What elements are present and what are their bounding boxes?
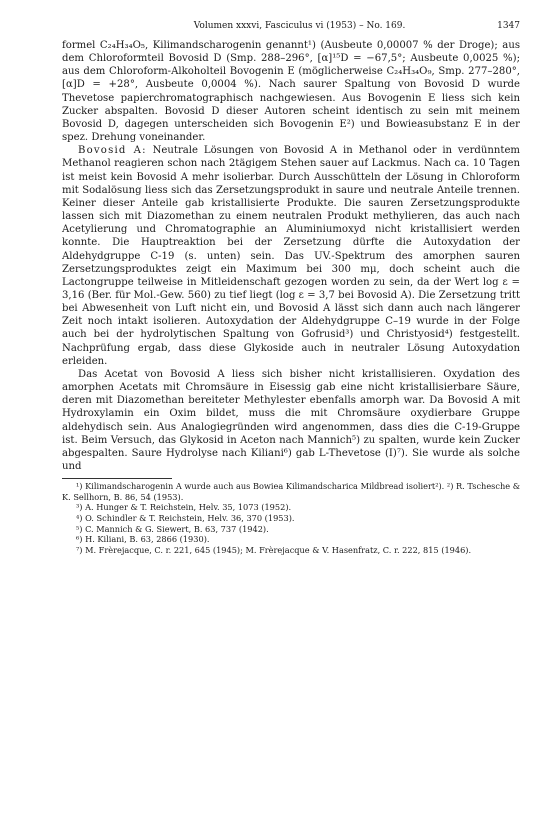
footnote-7: ⁷) M. Frèrejacque, C. r. 221, 645 (1945); M. Frèrejacque & V. Hasenfratz, C. r. 222, 815 (1946). [76, 544, 472, 555]
journal-title: Volumen xxxvi, Fasciculus vi (1953) – No. 169. [193, 21, 406, 31]
footnote-3: ³) A. Hunger & T. Reichstein, Helv. 35, 1073 (1952). [76, 502, 292, 513]
footnote-rule [62, 478, 172, 479]
footnote-1: ¹) Kilimandscharogenin A wurde auch aus Bowiea Kilimandscharica Mildbread isoliert²). ²) R. Tschesche & K. Sellhorn, B. 86, 54 (1953). [62, 481, 520, 502]
running-header [62, 20, 520, 32]
page [62, 20, 520, 555]
page-number: 1347 [497, 21, 520, 31]
paragraph-3: Das Acetat von Bovosid A liess sich bisher nicht kristallisieren. Oxydation des amorphen Acetats mit Chromsäure in Eisessig gab eine nicht kristallisierbare Säure, deren mit Diazomethan bereiteter Methylester ebenfalls amorph war. Da Bovosid A mit Hydroxylamin ein Oxim bildet, muss die mit Chromsäure oxydierbare Gruppe aldehydisch sein. Aus Analogiegründen wird angenommen, dass dies die C-19-Gruppe ist. Beim Versuch, das Glykosid in Aceton nach Mannich⁵) zu spalten, wurde kein Zucker abgespalten. Saure Hydrolyse nach Kiliani⁶) gab L-Thevetose (I)⁷). Sie wurde als solche und [62, 368, 520, 472]
footnote-6: ⁶) H. Kiliani, B. 63, 2866 (1930). [76, 534, 210, 545]
body-text [62, 39, 520, 473]
paragraph-1: formel C₂₄H₃₄O₅, Kilimandscharogenin genannt¹) (Ausbeute 0,00007 % der Droge); aus dem Chloroformteil Bovosid D (Smp. 288–296°, [α]¹⁵D = −67,5°; Ausbeute 0,0025 %); aus dem Chloroform-Alkoholteil Bovogenin E (möglicherweise C₂₄H₃₄O₉, Smp. 277–280°, [α]D = +28°, Ausbeute 0,0004 %). Nach saurer Spaltung von Bovosid D wurde Thevetose papierchromatographisch nachgewiesen. Aus Bovogenin E liess sich kein Zucker abspalten. Bovosid D dieser Autoren scheint identisch zu sein mit meinem Bovosid D, dagegen unterscheiden sich Bovogenin E²) und Bowieasubstanz E in der spez. Drehung voneinander. [62, 40, 520, 144]
footnote-5: ⁵) C. Mannich & G. Siewert, B. 63, 737 (1942). [76, 523, 269, 534]
paragraph-2-lead: Bovosid A: [78, 145, 147, 157]
paragraph-2-text: Neutrale Lösungen von Bovosid A in Methanol oder in verdünntem Methanol reagieren schon nach 2tägigem Stehen sauer auf Lackmus. Nach ca. 10 Tagen ist meist kein Bovosid A mehr isolierbar. Durch Ausschütteln der Lösung in Chloroform mit Sodalösung liess sich das Zersetzungsprodukt in saure und neutrale Anteile trennen. Keiner dieser Anteile gab kristallisierte Produkte. Die sauren Zersetzungsprodukte lassen sich mit Diazomethan zu einem neutralen Produkt methylieren, das auch nach Acetylierung und Chromatographie an Aluminiumoxyd nicht kristallisiert werden konnte. Die Hauptreaktion bei der Zersetzung dürfte die Autoxydation der Aldehydgruppe C-19 (s. unten) sein. Das UV.-Spektrum des amorphen sauren Zersetzungsproduktes zeigt ein Maximum bei 300 mμ, doch scheint auch die Lactongruppe teilweise in Mitleidenschaft gezogen worden zu sein, da der Wert log ε = 3,16 (Ber. für Mol.-Gew. 560) zu tief liegt (log ε = 3,7 bei Bovosid A). Die Zersetzung tritt bei Abwesenheit von Luft nicht ein, und Bovosid A lässt sich dann auch nach längerer Zeit noch intakt isolieren. Autoxydation der Aldehydgruppe C–19 wurde in der Folge auch bei der hydrolytischen Spaltung von Gofrusid³) und Christyosid⁴) festgestellt. Nachprüfung ergab, dass diese Glykoside auch in neutraler Lösung Autoxydation erleiden. [62, 145, 520, 367]
paragraph-2 [62, 144, 520, 368]
footnotes [62, 481, 520, 555]
footnote-4: ⁴) O. Schindler & T. Reichstein, Helv. 36, 370 (1953). [76, 512, 295, 523]
